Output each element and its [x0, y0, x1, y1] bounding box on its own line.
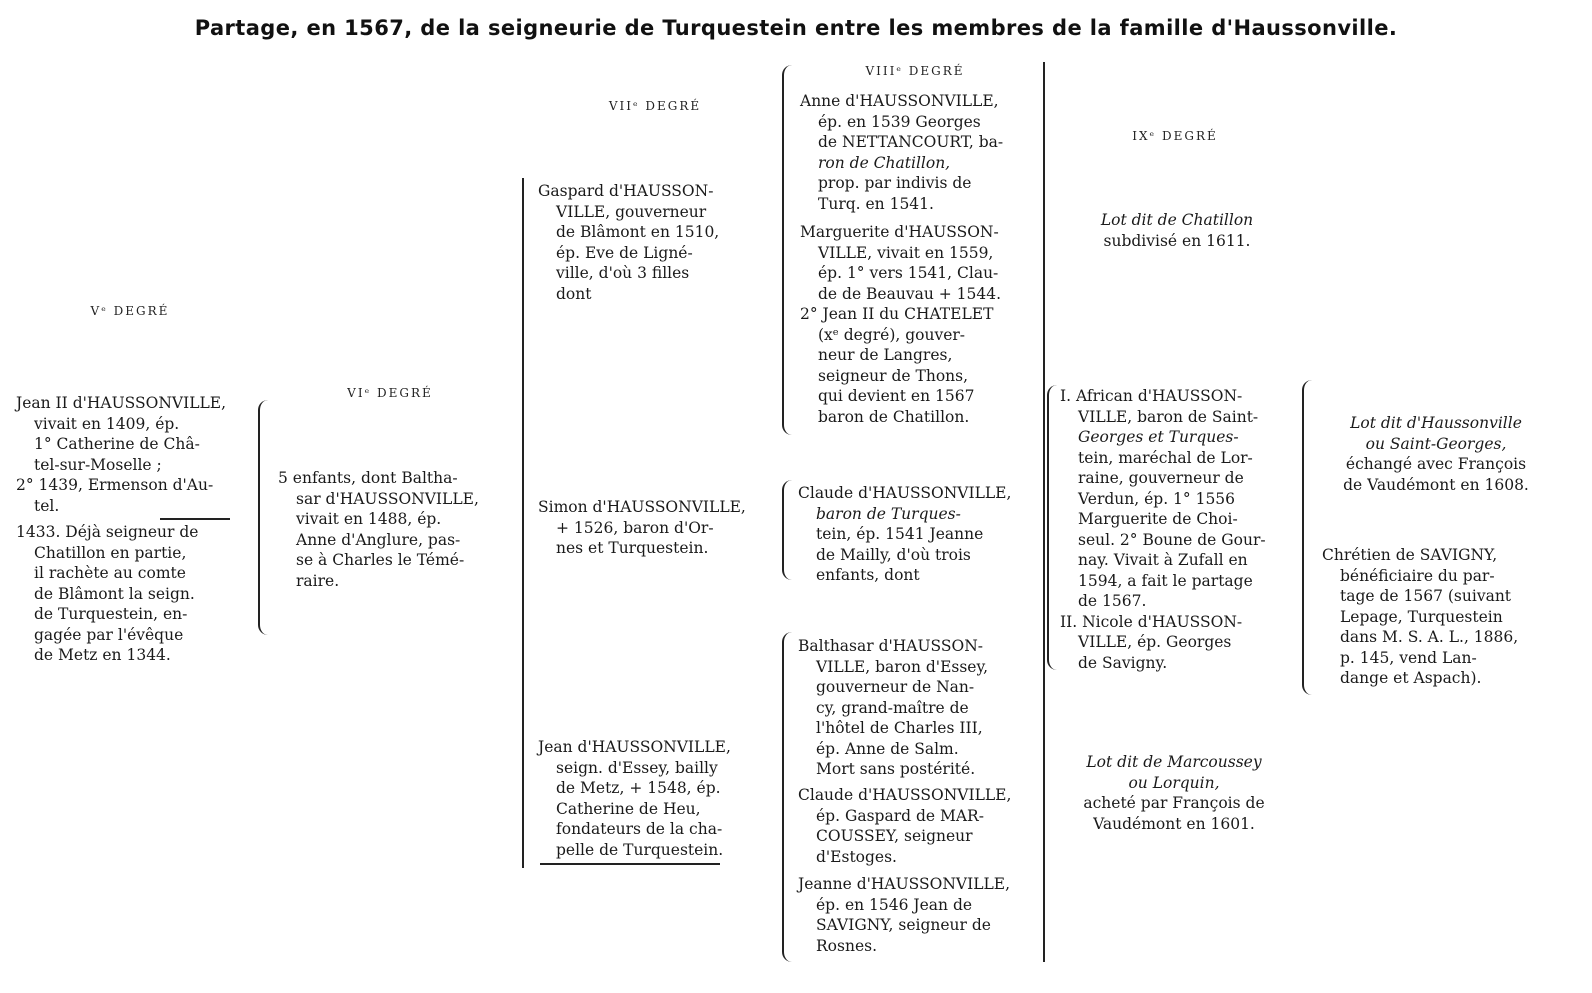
text-line: Mort sans postérité.: [816, 760, 976, 778]
text-line: ép. Eve de Ligné-: [556, 243, 693, 262]
degree-viii-balthasar: [798, 636, 988, 780]
degree-viii-claude-marcoussey: [798, 785, 1011, 867]
text-line: prop. par indivis de: [818, 174, 972, 192]
text-line: ép. en 1539 Georges: [818, 112, 981, 131]
text-line: Balthasar d'HAUSSON-: [798, 637, 984, 655]
text-line: 2° 1439, Ermenson d'Au-: [16, 476, 214, 494]
text-line: Anne d'HAUSSONVILLE,: [800, 92, 999, 110]
text-line: Georges et Turques-: [1078, 428, 1239, 446]
text-line: fondateurs de la cha-: [556, 820, 723, 838]
text-line: dans M. S. A. L., 1886,: [1340, 628, 1519, 646]
brace-gaspard: [782, 65, 794, 435]
text-line: 1594, a fait le partage: [1078, 571, 1253, 590]
page-title: Partage, en 1567, de la seigneurie de Turquestein entre les membres de la famille d'Haussonville.: [194, 16, 1398, 40]
text-line: Claude d'HAUSSONVILLE,: [798, 484, 1012, 502]
text-line: ép. en 1546 Jean de: [816, 895, 973, 914]
text-line: Verdun, ép. 1° 1556: [1078, 489, 1236, 508]
text-line: gouverneur de Nan-: [816, 678, 975, 696]
degree-viii-claude-baron: [798, 483, 1011, 586]
text-line: Claude d'HAUSSONVILLE,: [798, 786, 1012, 804]
text-line: neur de Langres,: [818, 346, 953, 364]
degree-vii-jean: [538, 737, 731, 860]
text-line: COUSSEY, seigneur: [816, 827, 973, 845]
degree-v-heading: Vᵉ DEGRÉ: [90, 304, 170, 318]
text-line: VILLE, baron d'Essey,: [816, 657, 989, 676]
text-line: vivait en 1488, ép.: [296, 510, 442, 528]
degree-ix-heading: IXᵉ DEGRÉ: [1132, 129, 1218, 143]
text-line: échangé avec François: [1345, 455, 1527, 473]
text-line: I. African d'HAUSSON-: [1060, 387, 1243, 405]
text-line: (xᵉ degré), gouver-: [818, 325, 966, 344]
degree-ix-lot-chatillon: [1062, 210, 1292, 251]
lot-haussonville: [1318, 413, 1554, 495]
text-line: Gaspard d'HAUSSON-: [538, 182, 714, 200]
text-line: Lot dit d'Haussonville: [1350, 414, 1522, 432]
text-line: 5 enfants, dont Baltha-: [278, 469, 458, 487]
text-line: nes et Turquestein.: [556, 539, 709, 557]
brace-african: [1302, 380, 1314, 695]
text-line: ou Saint-Georges,: [1365, 434, 1507, 453]
degree-ix-lot-marcoussey: [1058, 752, 1290, 834]
text-line: subdivisé en 1611.: [1103, 231, 1251, 250]
text-line: ép. Anne de Salm.: [816, 739, 959, 758]
text-line: Chrétien de SAVIGNY,: [1322, 546, 1498, 564]
text-line: Lot dit de Chatillon: [1100, 211, 1254, 229]
text-line: ép. 1° vers 1541, Clau-: [818, 264, 999, 282]
text-line: Marguerite de Choi-: [1078, 510, 1238, 528]
text-line: qui devient en 1567: [818, 387, 975, 405]
text-line: enfants, dont: [816, 566, 920, 584]
text-line: Lepage, Turquestein: [1340, 607, 1503, 626]
text-line: Marguerite d'HAUSSON-: [800, 223, 999, 241]
text-line: raire.: [296, 571, 340, 590]
degree-vii-gaspard: [538, 181, 719, 304]
text-line: de de Beauvau + 1544.: [818, 284, 1002, 303]
text-line: de Blâmont en 1510,: [556, 223, 720, 241]
text-line: dont: [556, 284, 592, 303]
text-line: VILLE, baron de Saint-: [1078, 407, 1259, 426]
text-line: de Vaudémont en 1608.: [1343, 475, 1529, 494]
brace-claude-baron: [1047, 385, 1059, 670]
text-line: tel-sur-Moselle ;: [34, 455, 162, 474]
text-line: baron de Chatillon.: [818, 407, 970, 426]
degree-viii-jeanne: [798, 874, 1010, 956]
text-line: Jean d'HAUSSONVILLE,: [538, 738, 731, 756]
text-line: d'Estoges.: [816, 847, 897, 866]
text-line: pelle de Turquestein.: [556, 840, 724, 859]
text-line: II. Nicole d'HAUSSON-: [1060, 612, 1243, 631]
brace-simon: [782, 480, 794, 580]
text-line: seul. 2° Boune de Gour-: [1078, 530, 1266, 549]
text-line: seigneur de Thons,: [818, 366, 969, 385]
text-line: tein, ép. 1541 Jeanne: [816, 525, 984, 543]
text-line: VILLE, ép. Georges: [1078, 633, 1232, 651]
text-line: de Metz en 1344.: [34, 646, 171, 664]
text-line: Catherine de Heu,: [556, 799, 701, 818]
text-line: nay. Vivait à Zufall en: [1078, 551, 1248, 569]
degree-v-block: [16, 393, 226, 666]
divider-vi-vii: [522, 178, 524, 868]
text-line: Lot dit de Marcoussey: [1086, 753, 1262, 771]
text-line: Jean II d'HAUSSONVILLE,: [16, 394, 227, 412]
text-line: de Metz, + 1548, ép.: [556, 779, 721, 797]
text-line: Simon d'HAUSSONVILLE,: [538, 498, 746, 516]
brace-v: [258, 400, 270, 635]
divider-viii-ix: [1043, 62, 1045, 962]
text-line: cy, grand-maître de: [816, 698, 969, 717]
divider: [160, 518, 230, 520]
text-line: Chatillon en partie,: [34, 543, 187, 562]
text-line: ép. Gaspard de MAR-: [816, 806, 984, 825]
text-line: Jeanne d'HAUSSONVILLE,: [798, 875, 1011, 893]
divider: [540, 863, 720, 865]
text-line: vivait en 1409, ép.: [34, 414, 180, 433]
text-line: Vaudémont en 1601.: [1093, 814, 1255, 833]
text-line: baron de Turques-: [816, 504, 961, 523]
text-line: Rosnes.: [816, 936, 877, 955]
text-line: tein, maréchal de Lor-: [1078, 448, 1253, 467]
text-line: sar d'HAUSSONVILLE,: [296, 489, 479, 508]
text-line: raine, gouverneur de: [1078, 469, 1244, 487]
text-line: Turq. en 1541.: [818, 194, 934, 213]
degree-viii-heading: VIIIᵉ DEGRÉ: [865, 64, 965, 78]
text-line: dange et Aspach).: [1340, 669, 1482, 687]
text-line: Anne d'Anglure, pas-: [296, 530, 461, 549]
text-line: bénéficiaire du par-: [1340, 566, 1495, 585]
text-line: l'hôtel de Charles III,: [816, 719, 983, 737]
text-line: + 1526, baron d'Or-: [556, 518, 714, 537]
text-line: de NETTANCOURT, ba-: [818, 133, 1004, 151]
text-line: de Blâmont la seign.: [34, 584, 195, 603]
text-line: 2° Jean II du CHATELET: [800, 305, 994, 323]
text-line: gagée par l'évêque: [34, 625, 184, 644]
text-line: 1° Catherine de Châ-: [34, 435, 200, 453]
text-line: de Turquestein, en-: [34, 605, 188, 623]
text-line: tel.: [34, 496, 60, 515]
degree-vi-heading: VIᵉ DEGRÉ: [347, 386, 433, 400]
text-line: se à Charles le Témé-: [296, 551, 465, 569]
text-line: de 1567.: [1078, 592, 1147, 610]
text-line: p. 145, vend Lan-: [1340, 648, 1477, 667]
chretien-de-savigny: [1322, 545, 1518, 689]
text-line: VILLE, gouverneur: [556, 202, 707, 221]
degree-viii-anne: [800, 91, 1003, 214]
text-line: de Mailly, d'où trois: [816, 545, 971, 564]
text-line: VILLE, vivait en 1559,: [818, 243, 994, 262]
text-line: ou Lorquin,: [1128, 773, 1220, 792]
text-line: acheté par François de: [1083, 794, 1265, 812]
text-line: seign. d'Essey, bailly: [556, 758, 718, 777]
text-line: SAVIGNY, seigneur de: [816, 916, 991, 934]
brace-jean: [782, 632, 794, 962]
text-line: de Savigny.: [1078, 653, 1168, 672]
degree-vi-block: [278, 468, 479, 591]
text-line: tage de 1567 (suivant: [1340, 587, 1512, 605]
degree-vii-heading: VIIᵉ DEGRÉ: [608, 99, 702, 113]
degree-viii-marguerite: [800, 222, 1001, 427]
text-line: ron de Chatillon,: [818, 153, 951, 172]
text-line: ville, d'où 3 filles: [556, 264, 690, 282]
degree-vii-simon: [538, 497, 746, 559]
degree-ix-african-nicole: [1060, 386, 1266, 673]
text-line: 1433. Déjà seigneur de: [16, 523, 199, 541]
text-line: il rachète au comte: [34, 564, 186, 582]
